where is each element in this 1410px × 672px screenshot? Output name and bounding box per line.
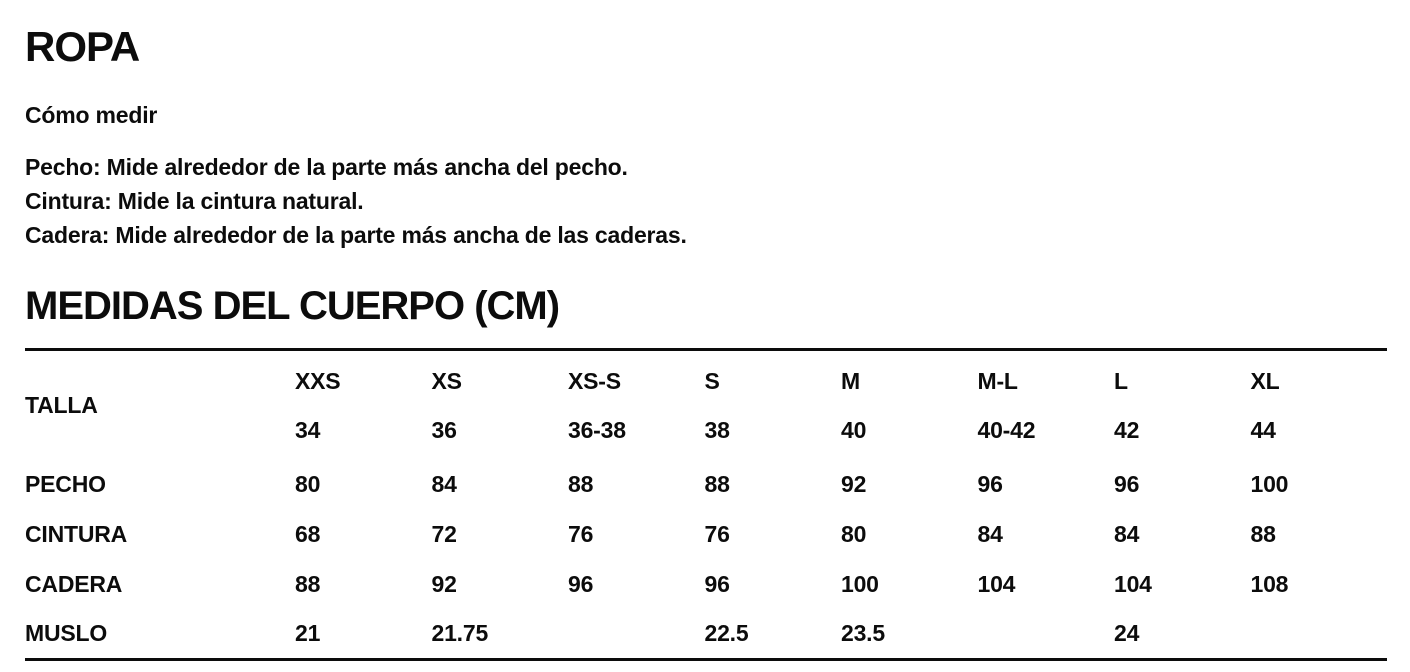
- size-column-xl: [1251, 350, 1388, 460]
- size-column-l: [1114, 350, 1251, 460]
- value-cell: 72: [431, 521, 457, 547]
- value-cell: [568, 610, 705, 660]
- value-cell: 88: [568, 471, 594, 497]
- size-label-cell: M: [841, 367, 860, 394]
- value-cell: 104: [1114, 571, 1152, 597]
- section-title-body-measurements: MEDIDAS DEL CUERPO (CM): [25, 284, 560, 328]
- size-number-cell: 38: [704, 416, 730, 443]
- value-cell: 88: [1250, 521, 1276, 547]
- value-cell: 96: [977, 471, 1003, 497]
- table-row-cintura: [25, 510, 1387, 560]
- size-guide-page: [0, 23, 1410, 661]
- row-header-cadera: CADERA: [25, 571, 123, 597]
- value-cell: 68: [295, 521, 321, 547]
- size-number-cell: 34: [295, 416, 321, 443]
- instruction-cintura: Cintura: Mide la cintura natural.: [25, 188, 364, 214]
- value-cell: 92: [431, 571, 457, 597]
- value-cell: 100: [841, 571, 879, 597]
- value-cell: 76: [568, 521, 594, 547]
- row-header-pecho: PECHO: [25, 471, 106, 497]
- size-label-cell: XL: [1250, 367, 1280, 394]
- value-cell: 80: [841, 521, 867, 547]
- size-label-cell: L: [1114, 367, 1128, 394]
- table-row-muslo: [25, 610, 1387, 660]
- size-table: [25, 348, 1387, 661]
- size-column-xs: [432, 350, 569, 460]
- value-cell: 96: [568, 571, 594, 597]
- table-row-talla: [25, 350, 1387, 460]
- value-cell: 80: [295, 471, 321, 497]
- page-title: ROPA: [25, 23, 140, 70]
- size-number-cell: 40: [841, 416, 867, 443]
- value-cell: 100: [1250, 471, 1289, 497]
- size-label-cell: S: [704, 367, 720, 394]
- size-column-m-l: [978, 350, 1115, 460]
- value-cell: 84: [977, 521, 1003, 547]
- value-cell: 92: [841, 471, 867, 497]
- size-number-cell: 40-42: [977, 416, 1036, 443]
- table-row-cadera: [25, 560, 1387, 610]
- value-cell: 88: [295, 571, 321, 597]
- how-to-measure-subtitle: Cómo medir: [25, 102, 158, 128]
- size-column-m: [841, 350, 978, 460]
- value-cell: 96: [1114, 471, 1140, 497]
- value-cell: 21: [295, 620, 321, 647]
- value-cell: 84: [1114, 521, 1140, 547]
- value-cell: 104: [977, 571, 1016, 597]
- size-column-s: [705, 350, 842, 460]
- table-row-pecho: [25, 460, 1387, 510]
- value-cell: [1251, 610, 1388, 660]
- row-header-muslo: MUSLO: [25, 620, 108, 647]
- row-header-talla: TALLA: [25, 391, 98, 418]
- size-label-cell: XS-S: [568, 367, 621, 394]
- value-cell: 76: [704, 521, 730, 547]
- size-label-cell: M-L: [977, 367, 1018, 394]
- size-number-cell: 44: [1250, 416, 1276, 443]
- value-cell: 84: [431, 471, 457, 497]
- value-cell: 21.75: [431, 620, 489, 647]
- value-cell: 24: [1114, 620, 1140, 647]
- size-number-cell: 42: [1114, 416, 1140, 443]
- instruction-pecho: Pecho: Mide alrededor de la parte más ancha del pecho.: [25, 154, 628, 180]
- value-cell: 23.5: [841, 620, 885, 647]
- value-cell: 108: [1250, 571, 1289, 597]
- measuring-instructions: [25, 150, 1387, 252]
- value-cell: 96: [704, 571, 730, 597]
- size-label-cell: XXS: [295, 367, 341, 394]
- size-number-cell: 36-38: [568, 416, 626, 443]
- value-cell: 22.5: [704, 620, 749, 647]
- size-column-xs-s: [568, 350, 705, 460]
- value-cell: [978, 610, 1115, 660]
- value-cell: 88: [704, 471, 730, 497]
- row-header-cintura: CINTURA: [25, 521, 128, 547]
- instruction-cadera: Cadera: Mide alrededor de la parte más ancha de las caderas.: [25, 222, 687, 248]
- size-number-cell: 36: [431, 416, 457, 443]
- size-label-cell: XS: [431, 367, 462, 394]
- size-column-xxs: [295, 350, 432, 460]
